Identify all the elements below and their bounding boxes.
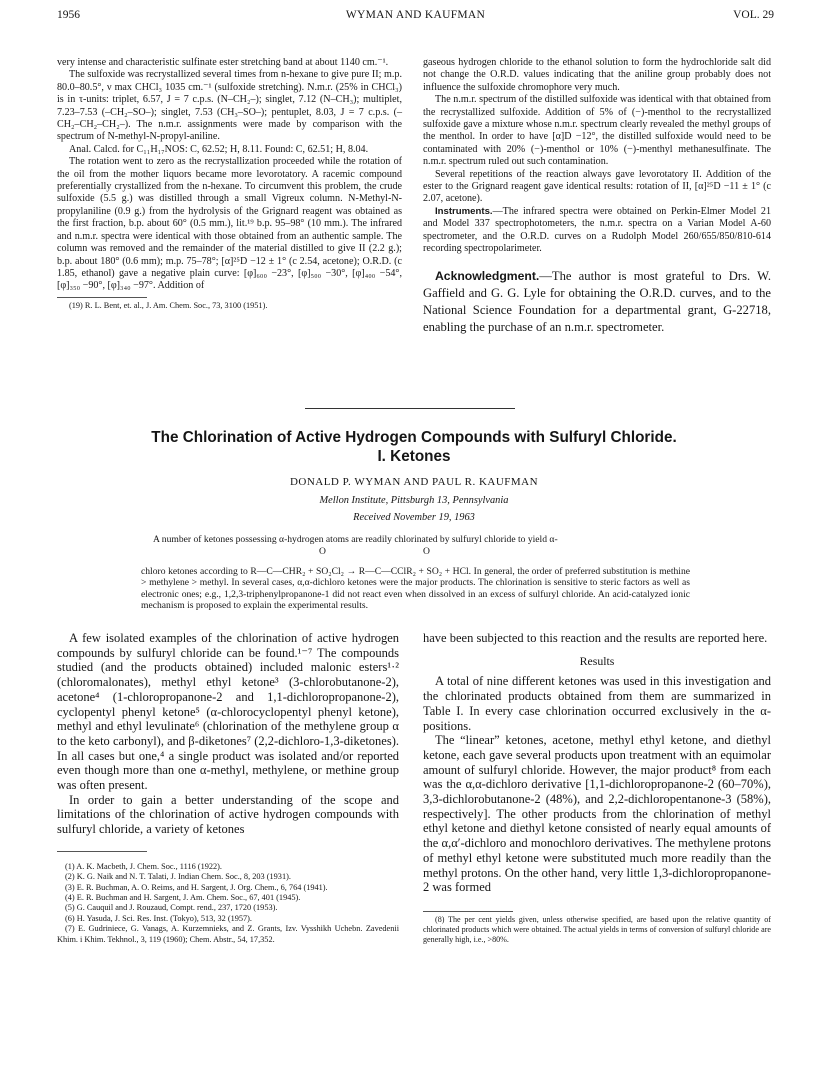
carbonyl-oxygen: O [319,545,326,557]
instruments-text: —The infrared spectra were obtained on Perkin-Elmer Model 21 and Model 337 spectrophotometers, the n.m.r. spectra on a Varian Model A-60 spectrometer, and the O.R.D. curves on a Rudolph Model 260/655/850/810-614 recording spectropolarimeter. [423,205,771,255]
paragraph: The n.m.r. spectrum of the distilled sulfoxide was identical with that obtained from the recrystallized sulfoxide. Addition of 5% of (−)-menthol to the recrystallized sulfoxide gave a mixture whose n.m.r. spectrum clearly revealed the methyl groups of the menthol. In order to have [α]D −12°, the distilled sulfoxide would need to be contaminated with 20% (−)-menthol or 10% (−)-menthyl methanesulfinate. The n.m.r. spectrum ruled out such contamination. [423,94,771,168]
footnote: (6) H. Yasuda, J. Sci. Res. Inst. (Tokyo), 513, 32 (1957). [65,913,253,923]
paragraph: The sulfoxide was recrystallized several times from n-hexane to give pure II; m.p. 80.0–80.5°, ν max CHCl₃ 1035 cm.⁻¹ (sulfoxide stretching). N.m.r. (25% in CHCl₃) is in τ-units: triplet, 6.57, J = 7 c.p.s. (N–CH₂–); singlet, 7.12 (N–CH₃); multiplet, 7.23–7.53 (–CH₂–SO–); singlet, 7.53 (CH₃–SO–); pentuplet, 8.03, J = 7 c.p.s. (–CH₂–CH₂–CH₂–). The n.m.r. assignments were made by comparison with the spectrum of N-methyl-N-propyl-aniline. [57,69,402,143]
paragraph: A few isolated examples of the chlorination of active hydrogen compounds by sulfuryl chloride can be found.¹⁻⁷ The compounds studied (and the products obtained) included malonic esters¹·² (chloromalonates), methyl ethyl ketone³ (3-chlorobutanone-2), acetone⁴ (1-chloropropanone-2 and 1,1-dichloropropanone-2), cyclopentyl phenyl ketone⁵ (α-chlorocyclopentyl phenyl ketone), methyl and ethyl levulinate⁶ (chlorination of the methylene group α to the keto carbonyl), and β-diketones⁷ (2,2-dichloro-1,3-diketones). In all cases but one,⁴ a single product was isolated and/or reported even though more than one α-methyl, methylene, or methine group was often present. [57,631,399,793]
paragraph: Several repetitions of the reaction always gave levorotatory II. Addition of the ester to the Grignard reagent gave identical results: rotation of II, [α]²⁵D −11 ± 1° (c 2.07, acetone). [423,168,771,205]
running-header [57,9,774,25]
acknowledgment-text: —The author is most grateful to Drs. W. Gaffield and G. G. Lyle for obtaining the O.R.D. curves, and to the National Science Foundation for a departmental grant, G-22718, enabling the purchase of an n.m.r. spectrometer. [423,268,771,334]
paragraph: The “linear” ketones, acetone, methyl ethyl ketone, and diethyl ketone, each gave several products upon treatment with an equimolar amount of sulfuryl chloride. However, the major product⁸ from each was the α,α-dichloro derivative [1,1-dichloropropanone-2 (60–70%), 3,3-dichlorobutanone-2 (48%), and 2,2-dichloropentanone-3 (58%), respectively]. The other products from the chlorination of methyl ethyl ketone and diethyl ketone consisted of nearly equal amounts of the α,α′-dichloro and monochloro derivatives. The methylene protons of methyl ethyl ketone were substituted much more readily than the methyl protons. On the other hand, very little 1,3-dichloropropanone-2 was formed [423,733,771,895]
footnote: (2) K. G. Naik and N. T. Talati, J. Indian Chem. Soc., 8, 203 (1931). [65,872,291,882]
footnote: (5) G. Cauquil and J. Rouzaud, Compt. rend., 237, 1720 (1953). [65,903,278,913]
page-number: 1956 [57,9,80,21]
paragraph: gaseous hydrogen chloride to the ethanol solution to form the hydrochloride salt did not change the O.R.D. values indicating that the aniline group probably does not influence the sulfoxide chromophore very much. [423,57,771,93]
footnote-list [57,862,399,945]
footnote: (4) E. R. Buchman and H. Sargent, J. Am. Chem. Soc., 67, 401 (1945). [65,893,301,903]
footnote-rule [57,297,147,298]
footnote: (7) E. Gudriniece, G. Vanags, A. Kurzemnieks, and Z. Grants, Izv. Vysshikh Uchebn. Zavedenii Khim. i Khim. Tekhnol., 3, 119 (1960); Chem. Abstr., 54, 17,352. [57,924,399,944]
body-left-column [57,631,399,945]
acknowledgment-heading: Acknowledgment. [435,268,540,283]
acknowledgment-paragraph [423,268,771,336]
body-right-column [423,631,771,945]
received-date: Received November 19, 1963 [353,512,475,523]
abstract [141,534,690,612]
section-heading: Results [579,653,615,668]
instruments-heading: Instruments. [435,205,493,217]
instruments-paragraph [423,206,771,256]
article-title [57,428,771,466]
footnote: (3) E. R. Buchman, A. O. Reims, and H. Sargent, J. Org. Chem., 6, 764 (1941). [65,882,328,892]
carbonyl-oxygen: O [423,545,430,557]
title-line: I. Ketones [377,448,451,465]
abstract-text: chloro ketones according to R—C—CHR₂ + SO₂Cl₂ → R—C—CClR₂ + SO₂ + HCl. In general, the order of preferred substitution is methine > methylene > methyl. In several cases, α,α-dichloro ketones were the major products. The chlorination is sensitive to steric factors as well as electronic ones; e.g., 1,2,3-triphenylpropanone-1 did not react even when dissolved in an excess of sulfuryl chloride. An acid-catalyzed ionic mechanism is proposed to explain the experimental results. [141,565,690,612]
equation-carbonyls [141,546,690,566]
paragraph: have been subjected to this reaction and the results are reported here. [423,631,768,645]
paragraph: very intense and characteristic sulfinate ester stretching band at about 1140 cm.⁻¹. [57,57,389,68]
paragraph: A total of nine different ketones was used in this investigation and the chlorinated products obtained from them are summarized in Table I. In every case chlorination occurred exclusively in the α-positions. [423,674,771,733]
paragraph: In order to gain a better understanding of the scope and limitations of the chlorination of active hydrogen compounds with sulfuryl chloride, a variety of ketones [57,792,399,837]
footnote-rule [423,911,513,912]
abstract-text: A number of ketones possessing α-hydrogen atoms are readily chlorinated by sulfuryl chloride to yield α- [153,534,558,545]
affiliation: Mellon Institute, Pittsburgh 13, Pennsylvania [319,495,509,506]
author-list: DONALD P. WYMAN AND PAUL R. KAUFMAN [289,476,539,488]
running-title: WYMAN AND KAUFMAN [345,9,486,21]
footnote: (8) The per cent yields given, unless otherwise specified, are based upon the relative quantity of chlorinated products which were obtained. The actual yields in terms of conversion of sulfuryl chloride are generally high, i.e., >80%. [423,914,771,944]
title-line: The Chlorination of Active Hydrogen Compounds with Sulfuryl Chloride. [151,429,677,446]
footnote-rule [57,851,147,852]
paragraph: The rotation went to zero as the recrystallization proceeded while the rotation of the oil from the mother liquors became more levorotatory. A racemic compound preferentially crystallized from the n-hexane. To circumvent this problem, the crude sulfoxide (5.5 g.) was distilled through a small Vigreux column. N-Methyl-N-propylaniline (0.9 g.) from the hydrolysis of the Grignard reagent was obtained as the first fraction, b.p. about 60° (0.5 mm.), lit.¹⁹ b.p. 95–98° (10 mm.). The infrared and n.m.r. spectra were identical with those obtained from an authentic sample. The column was removed and the remainder of the material distilled to give II (2.2 g.); b.p. about 180° (0.6 mm); m.p. 75–78°; [α]²⁵D −12 ± 1° (c 2.54, acetone); O.R.D. (c 1.85, ethanol) gave a negative plain curve: [φ]₆₀₀ −23°, [φ]₅₀₀ −30°, [φ]₄₀₀ −54°, [φ]₃₅₀ −90°, [φ]₃₄₀ −97°. Addition of [57,156,402,292]
footnote: (19) R. L. Bent, et. al., J. Am. Chem. Soc., 73, 3100 (1951). [69,300,268,310]
volume-label: VOL. 29 [733,9,774,21]
top-right-column [423,57,771,336]
article-separator [305,408,515,409]
paragraph: Anal. Calcd. for C₁₁H₁₇NOS: C, 62.52; H, 8.11. Found: C, 62.51; H, 8.04. [69,143,369,155]
footnote: (1) A. K. Macbeth, J. Chem. Soc., 1116 (1922). [65,861,223,871]
top-left-column [57,57,402,311]
